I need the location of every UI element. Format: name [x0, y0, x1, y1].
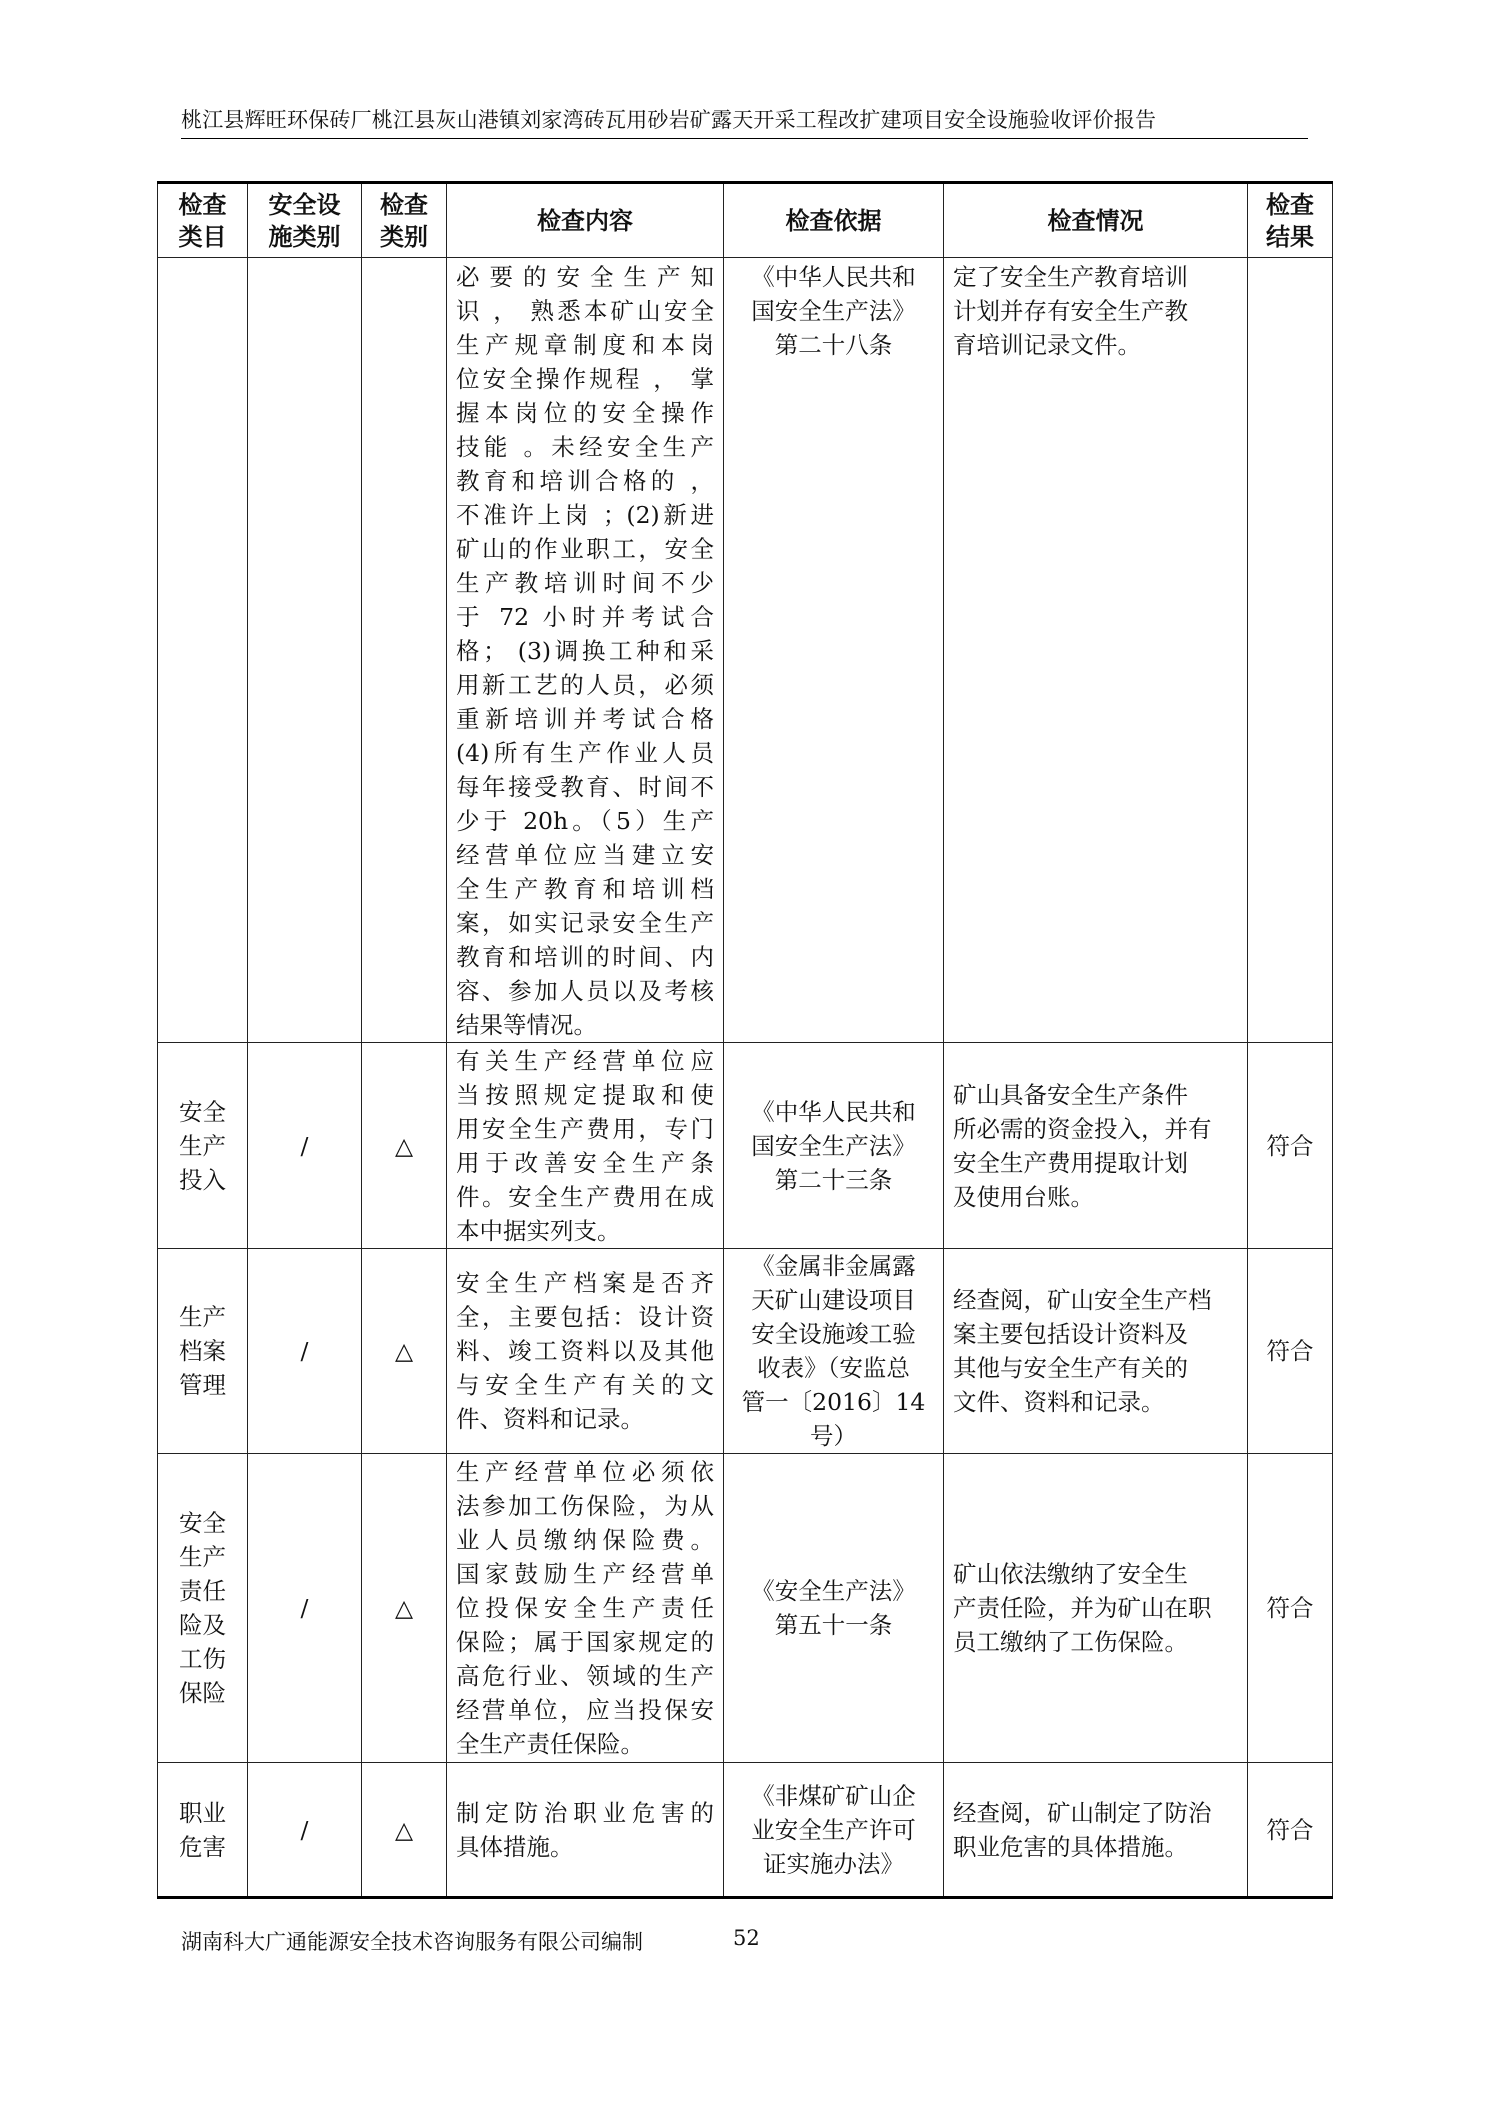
text-line: 国安全生产法》: [751, 1131, 916, 1160]
page-number: 52: [733, 1926, 760, 1950]
text-line: 其他与安全生产有关的: [953, 1354, 1188, 1382]
text-line: 收表》（安监总: [757, 1354, 910, 1382]
cell-category: [158, 258, 248, 1043]
text-line: 结果: [1266, 221, 1314, 251]
text-line: 业安全生产许可: [751, 1815, 916, 1844]
text-line: 矿山具备安全生产条件: [953, 1080, 1188, 1109]
text-line: 用新工艺的人员，必须: [456, 671, 714, 699]
text-line: 及使用台账。: [953, 1182, 1094, 1211]
cell-basis: [724, 258, 944, 1043]
text-line: 安全设: [268, 189, 341, 219]
text-line: 生产: [179, 1131, 226, 1160]
text-line: 经查阅，矿山制定了防治: [953, 1798, 1212, 1827]
cell-result: [1248, 258, 1333, 1043]
text-line: 《非煤矿矿山企: [751, 1781, 916, 1810]
header-check-situation: [944, 183, 1248, 258]
text-line: 职业: [179, 1798, 226, 1827]
cell-check-type: △: [362, 1043, 447, 1249]
text-line: 员工缴纳了工伤保险。: [953, 1628, 1188, 1656]
text-line: 本中据实列支。: [456, 1216, 621, 1245]
text-line: 管理: [179, 1371, 226, 1399]
text-line: 经营单位应当建立安: [456, 841, 714, 869]
text-line: 用于改善安全生产条: [456, 1148, 714, 1177]
cell-facility-type: /: [248, 1249, 362, 1454]
text-line: 安全生产档案是否齐: [456, 1269, 714, 1297]
text-line: 类目: [178, 221, 227, 251]
text-line: 生产: [179, 1303, 226, 1331]
text-line: 料、竣工资料以及其他: [456, 1337, 714, 1365]
cell-category: [158, 1763, 248, 1898]
text-line: 定了安全生产教育培训: [953, 263, 1188, 291]
text-line: 第二十八条: [774, 331, 893, 359]
cell-situation: [944, 258, 1248, 1043]
text-line: 国家鼓励生产经营单: [456, 1560, 714, 1588]
header-check-result: [1248, 183, 1333, 258]
text-line: 少于 20h。（5）生产: [456, 807, 714, 835]
text-line: 生产教培训时间不少: [456, 569, 714, 597]
text-line: 国安全生产法》: [751, 297, 916, 325]
text-line: 工伤: [179, 1645, 226, 1673]
cell-result: 符合: [1248, 1763, 1333, 1898]
text-line: 档案: [179, 1337, 226, 1365]
cell-basis: [724, 1454, 944, 1763]
text-line: 案主要包括设计资料及: [953, 1320, 1188, 1348]
text-line: 检查: [1266, 189, 1314, 219]
cell-result: 符合: [1248, 1454, 1333, 1763]
text-line: 责任: [179, 1577, 226, 1605]
cell-content: [447, 1763, 724, 1898]
text-line: 所必需的资金投入，并有: [953, 1114, 1212, 1143]
text-line: 生产经营单位必须依: [456, 1458, 714, 1486]
text-line: 《金属非金属露: [751, 1252, 916, 1280]
text-line: 有关生产经营单位应: [456, 1046, 714, 1075]
cell-content: [447, 1454, 724, 1763]
cell-basis: [724, 1249, 944, 1454]
text-line: 保险；属于国家规定的: [456, 1628, 714, 1656]
cell-basis: [724, 1763, 944, 1898]
text-line: 证实施办法》: [763, 1849, 904, 1878]
text-line: 案，如实记录安全生产: [456, 909, 714, 937]
table-header-row: [158, 183, 1333, 258]
table-row: [158, 1454, 1333, 1763]
text-line: 件、资料和记录。: [456, 1405, 644, 1433]
cell-situation: [944, 1454, 1248, 1763]
text-line: 《中华人民共和: [751, 263, 916, 291]
text-line: 检查情况: [1047, 205, 1144, 235]
cell-check-type: △: [362, 1249, 447, 1454]
text-line: 位投保安全生产责任: [456, 1594, 714, 1622]
cell-facility-type: /: [248, 1763, 362, 1898]
text-line: 全生产教育和培训档: [456, 875, 714, 903]
text-line: 当按照规定提取和使: [456, 1080, 714, 1109]
cell-result: 符合: [1248, 1249, 1333, 1454]
text-line: 经查阅，矿山安全生产档: [953, 1286, 1212, 1314]
text-line: 教育和培训的时间、内: [456, 943, 714, 971]
cell-category: [158, 1454, 248, 1763]
text-line: 握本岗位的安全操作: [456, 399, 714, 427]
text-line: 于 72 小时并考试合: [456, 603, 714, 631]
text-line: 件。安全生产费用在成: [456, 1182, 714, 1211]
cell-content: [447, 1249, 724, 1454]
text-line: 第五十一条: [774, 1611, 893, 1639]
text-line: 教育和培训合格的 ，: [456, 467, 714, 495]
text-line: 与安全生产有关的文: [456, 1371, 714, 1399]
text-line: 高危行业、领域的生产: [456, 1662, 714, 1690]
text-line: 计划并存有安全生产教: [953, 297, 1188, 325]
text-line: 制定防治职业危害的: [456, 1798, 714, 1827]
text-line: 号）: [810, 1422, 857, 1450]
text-line: 检查: [380, 189, 428, 219]
text-line: 全，主要包括：设计资: [456, 1303, 714, 1331]
text-line: 生产规章制度和本岗: [456, 331, 714, 359]
text-line: 用安全生产费用，专门: [456, 1114, 714, 1143]
text-line: 具体措施。: [456, 1832, 574, 1861]
cell-check-type: △: [362, 1454, 447, 1763]
cell-situation: [944, 1763, 1248, 1898]
table-row: [158, 1763, 1333, 1898]
text-line: 管一〔2016〕14: [741, 1388, 926, 1416]
text-line: 必要的安全生产知: [456, 263, 714, 291]
text-line: 安全生产费用提取计划: [953, 1148, 1188, 1177]
text-line: 矿山依法缴纳了安全生: [953, 1560, 1188, 1588]
text-line: 《安全生产法》: [751, 1577, 916, 1605]
page-header: 桃江县辉旺环保砖厂桃江县灰山港镇刘家湾砖瓦用砂岩矿露天开采工程改扩建项目安全设施验收评价报告: [181, 104, 1308, 139]
text-line: 类别: [380, 221, 428, 251]
text-line: 育培训记录文件。: [953, 331, 1141, 359]
text-line: 安全: [179, 1509, 226, 1537]
cell-category: [158, 1043, 248, 1249]
table-row: [158, 258, 1333, 1043]
text-line: 危害: [179, 1832, 226, 1861]
header-check-type: [362, 183, 447, 258]
text-line: 技能 。未经安全生产: [456, 433, 714, 461]
cell-facility-type: /: [248, 1454, 362, 1763]
text-line: 检查依据: [785, 205, 882, 235]
cell-basis: [724, 1043, 944, 1249]
text-line: 容、参加人员以及考核: [456, 977, 714, 1005]
text-line: 产责任险，并为矿山在职: [953, 1594, 1212, 1622]
cell-category: [158, 1249, 248, 1454]
text-line: 文件、资料和记录。: [953, 1388, 1165, 1416]
cell-situation: [944, 1249, 1248, 1454]
text-line: 检查: [178, 189, 227, 219]
text-line: 识 ， 熟悉本矿山安全: [456, 297, 714, 325]
text-line: 经营单位，应当投保安: [456, 1696, 714, 1724]
table-row: [158, 1249, 1333, 1454]
cell-check-type: △: [362, 1763, 447, 1898]
text-line: 矿山的作业职工，安全: [456, 535, 714, 563]
text-line: 格； (3)调换工种和采: [456, 637, 714, 665]
header-check-content: [447, 183, 724, 258]
cell-content: [447, 258, 724, 1043]
text-line: 施类别: [268, 221, 341, 251]
text-line: 检查内容: [537, 205, 633, 235]
text-line: 每年接受教育、时间不: [456, 773, 714, 801]
text-line: 法参加工伤保险，为从: [456, 1492, 714, 1520]
text-line: 重新培训并考试合格: [456, 705, 714, 733]
cell-result: 符合: [1248, 1043, 1333, 1249]
cell-facility-type: [248, 258, 362, 1043]
header-facility-type: [248, 183, 362, 258]
header-check-category: [158, 183, 248, 258]
text-line: 职业危害的具体措施。: [953, 1832, 1188, 1861]
text-line: 险及: [179, 1611, 226, 1639]
text-line: 全生产责任保险。: [456, 1730, 644, 1758]
text-line: 《中华人民共和: [751, 1097, 916, 1126]
header-check-basis: [724, 183, 944, 258]
cell-content: [447, 1043, 724, 1249]
text-line: (4)所有生产作业人员: [456, 739, 714, 767]
text-line: 结果等情况。: [456, 1011, 597, 1039]
cell-check-type: [362, 258, 447, 1043]
text-line: 第二十三条: [774, 1165, 893, 1194]
text-line: 不准许上岗 ；(2)新进: [456, 501, 714, 529]
cell-facility-type: /: [248, 1043, 362, 1249]
text-line: 安全: [179, 1097, 226, 1126]
footer-company: 湖南科大广通能源安全技术咨询服务有限公司编制: [181, 1930, 643, 1954]
text-line: 生产: [179, 1543, 226, 1571]
text-line: 安全设施竣工验: [751, 1320, 916, 1348]
text-line: 保险: [179, 1679, 226, 1707]
cell-situation: [944, 1043, 1248, 1249]
text-line: 投入: [179, 1165, 226, 1194]
text-line: 业人员缴纳保险费。: [456, 1526, 714, 1554]
text-line: 位安全操作规程 ， 掌: [456, 365, 714, 393]
text-line: 天矿山建设项目: [751, 1286, 916, 1314]
table-row: [158, 1043, 1333, 1249]
inspection-table: [157, 181, 1333, 1899]
